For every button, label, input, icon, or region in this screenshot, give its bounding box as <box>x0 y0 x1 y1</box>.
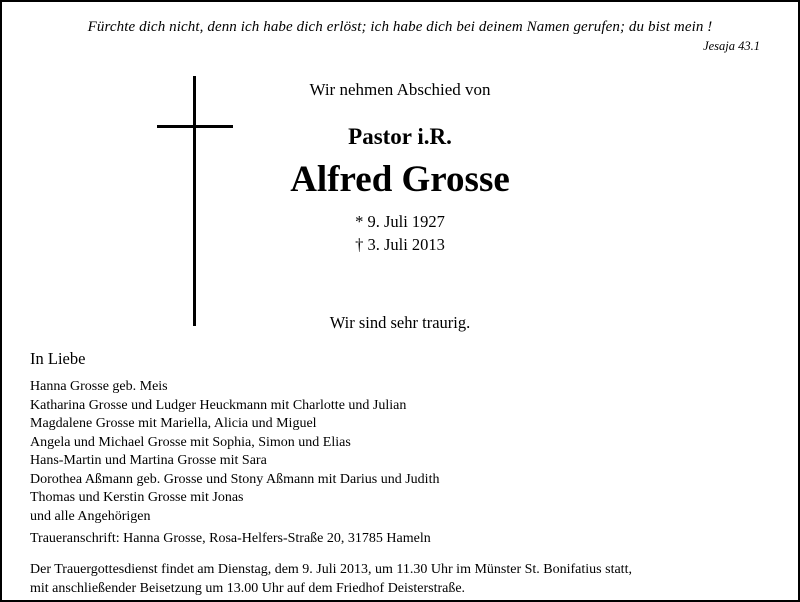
service-line: mit anschließender Beisetzung um 13.00 Uhr auf dem Friedhof Deisterstraße. <box>30 580 466 596</box>
birth-date: * 9. Juli 1927 <box>355 212 445 231</box>
mourner-line: Magdalene Grosse mit Mariella, Alicia und Miguel <box>30 416 317 431</box>
sorrow-statement: Wir sind sehr traurig. <box>329 313 471 332</box>
mourners-heading: In Liebe <box>30 349 86 368</box>
mourners-list <box>30 378 439 526</box>
life-dates <box>2 210 798 256</box>
mourner-line: Thomas und Kerstin Grosse mit Jonas <box>30 490 244 505</box>
funeral-service-info <box>30 561 632 598</box>
cross-vertical-bar <box>193 76 196 326</box>
farewell-intro: Wir nehmen Abschied von <box>309 80 491 99</box>
mourner-line: Hanna Grosse geb. Meis <box>30 379 168 394</box>
bible-verse: Fürchte dich nicht, denn ich habe dich erlöst; ich habe dich bei deinem Namen gerufen; du bist mein ! <box>87 19 713 35</box>
deceased-name: Alfred Grosse <box>290 159 510 200</box>
death-date: † 3. Juli 2013 <box>355 235 445 254</box>
verse-reference: Jesaja 43.1 <box>703 39 760 53</box>
service-line: Der Trauergottesdienst findet am Dienstag, dem 9. Juli 2013, um 11.30 Uhr im Münster St. Bonifatius statt, <box>30 562 632 577</box>
mourner-line: Hans-Martin und Martina Grosse mit Sara <box>30 453 267 468</box>
mourner-line: Angela und Michael Grosse mit Sophia, Simon und Elias <box>30 434 351 450</box>
mourner-line: Dorothea Aßmann geb. Grosse und Stony Aßmann mit Darius und Judith <box>30 471 440 487</box>
mourning-address: Traueranschrift: Hanna Grosse, Rosa-Helfers-Straße 20, 31785 Hameln <box>30 531 431 546</box>
mourner-line: Katharina Grosse und Ludger Heuckmann mit Charlotte und Julian <box>30 397 407 413</box>
mourner-line: und alle Angehörigen <box>30 508 151 524</box>
deceased-title: Pastor i.R. <box>348 124 452 149</box>
